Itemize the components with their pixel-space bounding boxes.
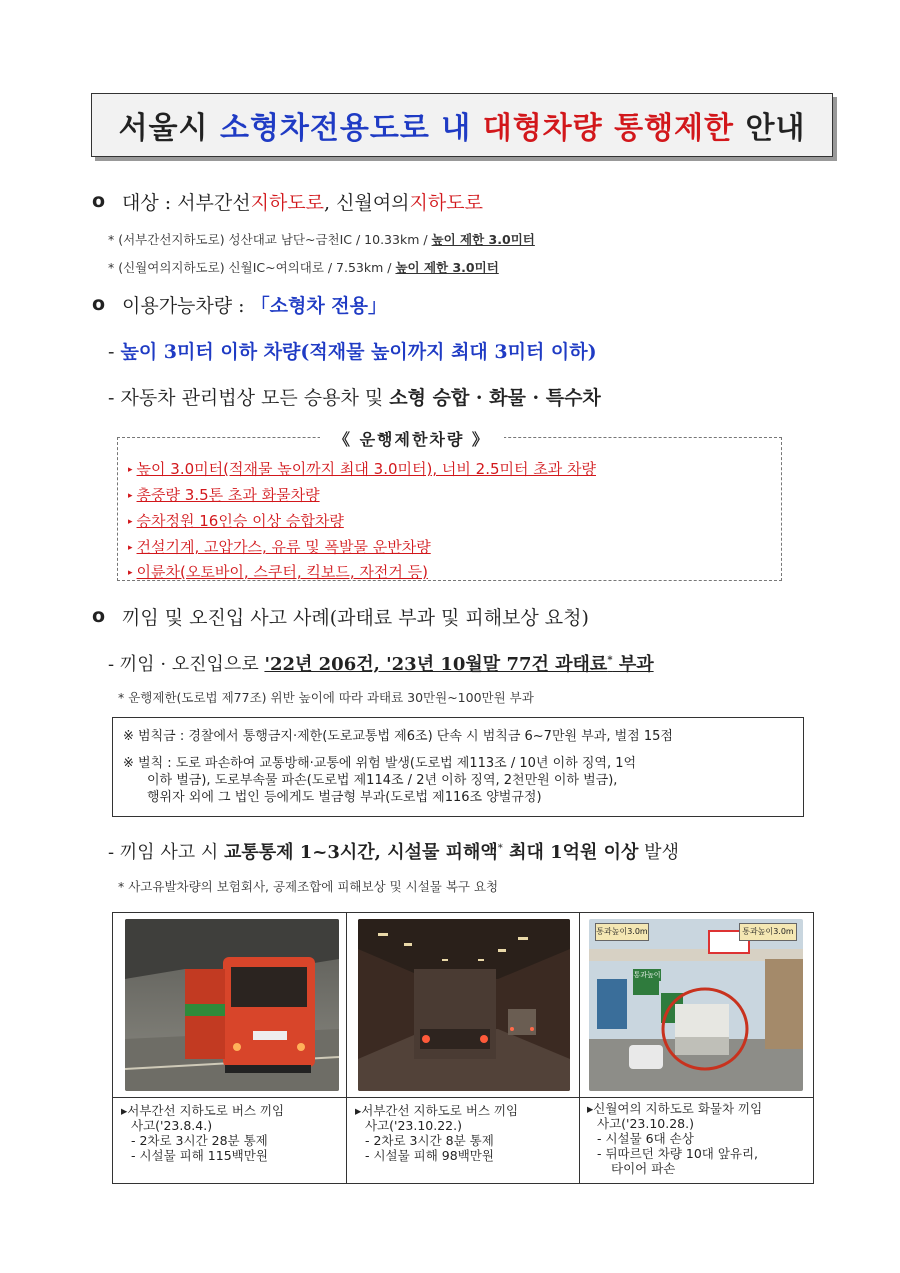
caption-line: ▸신월여의 지하도로 화물차 끼임 [587,1101,763,1116]
cases-line-2c: 최대 1억원 이상 [502,842,639,863]
caption-line: - 2차로 3시간 8분 통제 [365,1133,494,1148]
cases-line-2 [108,838,679,864]
restricted-item-text: 총중량 3.5톤 초과 화물차량 [136,486,320,504]
target-detail-2 [108,258,499,276]
column-divider [346,913,347,1183]
bus-tunnel-image [125,919,339,1091]
cases-line-2b: 교통통제 1~3시간, 시설물 피해액 [223,842,498,863]
penalty-line-2a: ※ 벌칙 : 도로 파손하여 교통방해·교통에 위험 발생(도로법 제113조 / 10년 이하 징역, 1억 [123,756,637,771]
target-section [92,190,105,212]
green-road-sign: 통과높이 [633,971,661,979]
cases-line-1c: 부과 [612,654,654,675]
title-part1: 서울시 [118,111,209,146]
title-part3: 대형차량 통행제한 [482,111,735,146]
allowed-label: 이용가능차량 : [122,295,251,317]
restricted-item-text: 승차정원 16인승 이상 승합차량 [136,512,344,530]
photo-caption-3 [587,1101,762,1176]
note-mark: * [108,260,115,275]
cases-line-2a: 끼임 사고 시 [119,842,224,863]
caption-line: - 2차로 3시간 28분 통제 [131,1133,268,1148]
restricted-item [128,484,320,505]
note-mark: * [108,232,115,247]
cases-heading: 끼임 및 오진입 사고 사례(과태료 부과 및 피해보상 요청) [122,607,589,629]
restricted-item [128,458,596,479]
height-limit: 높이 제한 3.0미터 [395,260,499,275]
penalty-line-2b: 이하 벌금), 도로부속물 파손(도로법 제114조 / 2년 이하 징역, 2천만원 이하 벌금), [147,773,618,788]
dash: - [108,654,115,675]
column-divider [579,913,580,1183]
title-part4: 안내 [745,111,806,146]
caption-line: ▸서부간선 지하도로 버스 끼임 [121,1103,285,1118]
cases-line-2d: 발생 [638,842,679,863]
detail-text: (서부간선지하도로) 성산대교 남단~금천IC / 10.33km / [118,232,432,247]
allowed-value: 「소형차 전용」 [250,295,387,317]
caption-line: 사고('23.10.22.) [365,1118,462,1133]
allowed-line-2 [108,383,601,410]
caption-line: - 시설물 피해 98백만원 [365,1148,494,1163]
item-bullet: ▸ [128,464,133,475]
restricted-item [128,510,344,531]
item-bullet: ▸ [128,567,133,578]
target-highlight-2: 지하도로 [409,192,483,214]
accident-photo-2 [358,919,570,1091]
accident-photo-3 [589,919,803,1091]
cases-note-2: * 사고유발차량의 보험회사, 공제조합에 피해보상 및 시설물 복구 요청 [118,879,499,894]
dash: - [108,387,115,409]
cases-note-1: * 운행제한(도로법 제77조) 위반 높이에 따라 과태료 30만원~100만원 부과 [118,690,534,705]
restricted-item [128,536,431,557]
footnote-star: * [607,655,613,666]
item-bullet: ▸ [128,516,133,527]
target-mid: , 신월여의 [324,192,410,214]
allowed-line-2a: 자동차 관리법상 모든 승용차 및 [120,387,390,409]
allowed-section [92,293,105,315]
cases-line-1a: 끼임 · 오진입으로 [119,654,265,675]
height-sign-right: 통과높이3.0m [739,923,797,941]
restricted-item-text: 높이 3.0미터(적재물 높이까지 최대 3.0미터), 너비 2.5미터 초과 차량 [136,460,596,478]
accident-photo-table [112,912,814,1184]
detail-text: (신월여의지하도로) 신월IC~여의대로 / 7.53km / [118,260,396,275]
dash: - [108,842,115,863]
caption-line: - 뒤따르던 차량 10대 앞유리, [597,1146,759,1161]
caption-line: 사고('23.8.4.) [131,1118,213,1133]
accident-photo-1 [125,919,339,1091]
dash: - [108,341,115,363]
photo-caption-2 [355,1103,518,1163]
photo-caption-1 [121,1103,284,1163]
cases-line-1b: '22년 206건, '23년 10월말 77건 과태료 [264,654,608,675]
restricted-item-text: 건설기계, 고압가스, 유류 및 폭발물 운반차량 [136,538,431,556]
row-divider [113,1097,813,1098]
penalty-line-2c: 행위자 외에 그 법인 등에게도 벌금형 부과(도로법 제116조 양벌규정) [147,790,542,805]
target-heading [122,188,483,215]
section-bullet: o [92,293,106,315]
allowed-line-2b: 소형 승합 · 화물 · 특수차 [389,387,601,409]
allowed-heading [122,291,387,318]
penalty-box [112,717,804,817]
allowed-line-1-text: 높이 3미터 이하 차량(적재물 높이까지 최대 3미터 이하) [120,341,597,363]
item-bullet: ▸ [128,542,133,553]
target-highlight-1: 지하도로 [250,192,325,214]
restricted-item-text: 이륜차(오토바이, 스쿠터, 킥보드, 자전거 등) [136,563,428,581]
caption-line: 타이어 파손 [611,1161,676,1176]
truck-sign-image [589,919,803,1091]
penalty-line-1: ※ 범칙금 : 경찰에서 통행금지·제한(도로교통법 제6조) 단속 시 범칙금 6~7만원 부과, 벌점 15점 [123,729,673,744]
target-detail-1 [108,230,535,248]
target-label: 대상 : 서부간선 [122,192,251,214]
section-bullet: o [92,190,106,212]
cases-line-1-emph [264,654,653,675]
truck-tunnel-image [358,919,570,1091]
height-sign-left: 통과높이3.0m [595,923,649,941]
restricted-heading: 《 운행제한차량 》 [320,427,504,450]
caption-line: ▸서부간선 지하도로 버스 끼임 [355,1103,519,1118]
section-bullet: o [92,605,106,627]
cases-section [92,605,105,627]
title-part2: 소형차전용도로 내 [219,111,472,146]
caption-line: 사고('23.10.28.) [597,1116,694,1131]
footnote-star: * [497,843,503,854]
caption-line: - 시설물 6대 손상 [597,1131,694,1146]
page-title [91,93,833,157]
restricted-item [128,561,428,582]
cases-line-1 [108,650,654,676]
allowed-line-1 [108,337,597,364]
height-limit: 높이 제한 3.0미터 [431,232,535,247]
item-bullet: ▸ [128,490,133,501]
caption-line: - 시설물 피해 115백만원 [131,1148,268,1163]
